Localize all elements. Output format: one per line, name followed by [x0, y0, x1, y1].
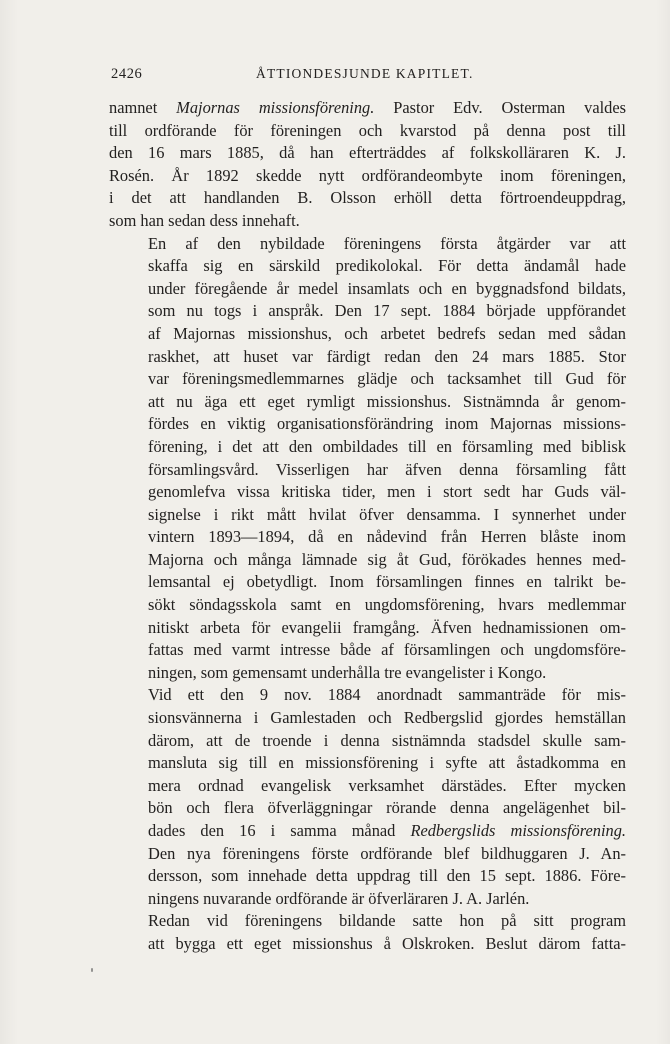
text-line: [109, 571, 626, 594]
text-line: [109, 481, 626, 504]
text-line: [109, 549, 626, 572]
text-line: [109, 730, 626, 753]
text-line: [109, 436, 626, 459]
line-text: af Majornas missionshus, och arbetet bedrefs sedan med sådan: [148, 323, 626, 343]
chapter-title: ÅTTIONDESJUNDE KAPITLET.: [256, 66, 474, 81]
text-line: [109, 255, 626, 278]
text-line: [109, 300, 626, 323]
line-text: dades den 16 i samma månad: [148, 821, 411, 840]
paper-speck: [91, 968, 93, 972]
line-text: därom, att de troende i denna sistnämnda stadsdel skulle sam-: [148, 730, 626, 750]
line-text: namnet: [109, 98, 177, 117]
line-text: fattas med varmt intresse både af församlingen och ungdomsföre-: [148, 640, 626, 660]
text-line: [109, 707, 626, 730]
text-line: [109, 639, 626, 662]
line-text: som nu togs i anspråk. Den 17 sept. 1884 började uppförandet: [148, 301, 626, 321]
text-line: [109, 120, 626, 143]
paragraph: [109, 233, 626, 685]
text-line: [109, 888, 626, 911]
line-text: att bygga ett eget missionshus å Olskroken. Beslut därom fatta-: [148, 933, 626, 953]
text-line: [109, 97, 626, 120]
line-text: dersson, som innehade detta uppdrag till den 15 sept. 1886. Före-: [148, 866, 626, 886]
line-text: Rosén. År 1892 skedde nytt ordförandeombyte inom föreningen,: [109, 165, 626, 185]
line-text: den 16 mars 1885, då han efterträddes af folkskolläraren K. J.: [109, 143, 626, 163]
text-line: [109, 210, 626, 233]
line-text: genomlefva vissa kritiska tider, men i stort sedt har Guds väl-: [148, 482, 626, 502]
line-text: förening, i det att den ombildades till en församling med biblisk: [148, 436, 626, 456]
line-text: signelse i rikt mått hvilat öfver densamma. I synnerhet under: [148, 504, 626, 524]
line-text: skaffa sig en särskild predikolokal. För detta ändamål hade: [148, 256, 626, 276]
line-text: mansluta sig till en missionsförening i syfte att åstadkomma en: [148, 753, 626, 773]
paragraph: [109, 97, 626, 233]
line-text: församlingsvård. Visserligen har äfven denna församling fått: [148, 459, 626, 479]
line-text: En af den nybildade föreningens första åtgärder var att: [148, 233, 626, 253]
text-line: [109, 413, 626, 436]
line-text: sionsvännerna i Gamlestaden och Redbergslid gjordes hemställan: [148, 708, 626, 728]
text-line: [109, 684, 626, 707]
running-head: [111, 66, 626, 88]
line-text: att nu äga ett eget rymligt missionshus. Sistnämnda år genom-: [148, 391, 626, 411]
text-line: [109, 775, 626, 798]
line-text: under föregående år medel insamlats och en byggnadsfond bildats,: [148, 278, 626, 298]
text-line: [109, 187, 626, 210]
text-line: [109, 346, 626, 369]
text-line: [109, 165, 626, 188]
line-text: nitiskt arbeta för evangelii framgång. Äfven hednamissionen om-: [148, 617, 626, 637]
text-line: [109, 797, 626, 820]
line-text: som han sedan dess innehaft.: [109, 210, 300, 230]
text-line: [109, 233, 626, 256]
line-text: Vid ett den 9 nov. 1884 anordnadt sammanträde för mis-: [148, 685, 626, 705]
paragraph: [109, 910, 626, 955]
text-line: [109, 662, 626, 685]
line-text: Majorna och många lämnade sig åt Gud, förökades hennes med-: [148, 549, 626, 569]
text-line: [109, 391, 626, 414]
line-text: var föreningsmedlemmarnes glädje och tacksamhet till Gud för: [148, 369, 626, 389]
italic-name: Redbergslids missionsförening.: [410, 821, 626, 840]
text-line: [109, 594, 626, 617]
text-line: [109, 526, 626, 549]
text-line: [109, 459, 626, 482]
text-line: [109, 504, 626, 527]
line-text: till ordförande för föreningen och kvarstod på denna post till: [109, 120, 626, 140]
text-line: [109, 933, 626, 956]
paragraph: [109, 684, 626, 910]
text-line: [109, 278, 626, 301]
body-text: [109, 97, 626, 956]
text-line: [109, 368, 626, 391]
text-line: [109, 843, 626, 866]
italic-name: Majornas missionsförening.: [176, 98, 375, 117]
line-text: fördes en viktig organisationsförändring inom Majornas missions-: [148, 414, 626, 434]
line-text: ningen, som gemensamt underhålla tre evangelister i Kongo.: [148, 662, 547, 682]
line-text: Redan vid föreningens bildande satte hon på sitt program: [148, 911, 626, 931]
line-text: Pastor Edv. Osterman valdes: [374, 98, 627, 117]
line-text: mera ordnad evangelisk verksamhet därstädes. Efter mycken: [148, 775, 626, 795]
line-text: bön och flera öfverläggningar rörande denna angelägenhet bil-: [148, 798, 626, 818]
line-text: ningens nuvarande ordförande är öfverläraren J. A. Jarlén.: [148, 888, 530, 908]
text-line: [109, 323, 626, 346]
line-text: lemsantal ej obetydligt. Inom församlingen finnes en talrikt be-: [148, 572, 626, 592]
line-text: raskhet, att huset var färdigt redan den 24 mars 1885. Stor: [148, 346, 626, 366]
text-line: [109, 820, 626, 843]
line-text: Den nya föreningens förste ordförande blef bildhuggaren J. An-: [148, 843, 626, 863]
text-line: [109, 142, 626, 165]
text-line: [109, 865, 626, 888]
line-text: i det att handlanden B. Olsson erhöll detta förtroendeuppdrag,: [109, 188, 626, 208]
text-line: [109, 617, 626, 640]
text-line: [109, 910, 626, 933]
page-number: 2426: [111, 66, 143, 82]
line-text: sökt söndagsskola samt en ungdomsförening, hvars medlemmar: [148, 595, 626, 615]
line-text: vintern 1893—1894, då en nådevind från Herren blåste inom: [148, 527, 626, 547]
text-line: [109, 752, 626, 775]
